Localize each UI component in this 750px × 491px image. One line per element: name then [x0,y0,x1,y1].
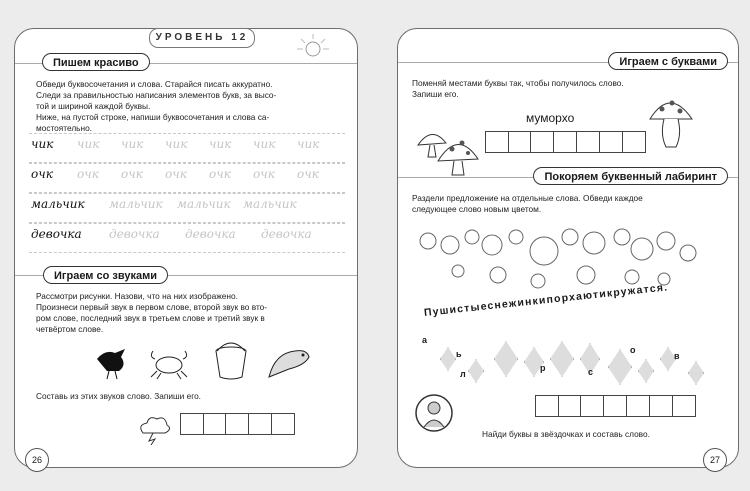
maze-instructions: Раздели предложение на отдельные слова. Обведи каждое следующее слово новым цветом. [412,193,643,214]
page-number-left: 26 [25,448,49,472]
maze-letter: р [540,363,546,373]
compose-text: Составь из этих звуков слово. Запиши его. [36,391,201,401]
owl-teacher-icon [414,393,454,433]
diamond-cell[interactable] [638,359,654,383]
thundercloud-icon [135,411,175,445]
diamond-cell[interactable] [550,341,574,377]
maze-letter: с [588,367,594,377]
maze-letter: ь [456,349,462,359]
bucket-icon [211,341,251,383]
answer-boxes-letters[interactable] [486,131,646,153]
letters-instructions: Поменяй местами буквы так, чтобы получилось слово. Запиши его. [412,78,624,99]
sun-icon [295,31,331,61]
writing-row[interactable]: девочка девочка девочка девочка [29,223,345,253]
writing-rows [29,133,345,253]
sounds-instructions: Рассмотри рисунки. Назови, что на них изображено. Произнеси первый звук в первом слове, второй звук во вто- ром слове, последний звук в третьем слове и третий звук в четвёртом слове. [36,291,268,334]
left-page [14,28,358,468]
section-title-maze: Покоряем буквенный лабиринт [533,167,728,185]
level-badge: УРОВЕНЬ 12 [149,28,255,48]
section-title-write: Пишем красиво [42,53,150,71]
maze-letter: о [630,345,636,355]
diamond-cell[interactable] [608,349,632,385]
maze-letter: в [674,351,680,361]
mushroom-icon-2 [646,91,696,151]
diamond-cell[interactable] [688,361,704,385]
writing-row[interactable]: очк очк очк очк очк очк очк [29,163,345,193]
section-title-sounds: Играем со звуками [43,266,168,284]
write-instructions: Обведи буквосочетания и слова. Старайся писать аккуратно. Следи за правильностью написания элементов букв, за высо- той и шириной каждой буквы. Ниже, на пустой строке, напиши буквосочетания и слова са- мостоятельно. [36,79,277,133]
section-title-letters: Играем с буквами [608,52,728,70]
crow-icon [91,341,135,381]
writing-row[interactable]: мальчик мальчик мальчик мальчик [29,193,345,223]
writing-row[interactable]: чик чик чик чик чик чик чик [29,133,345,163]
fish-icon [265,343,313,383]
find-letters-text: Найди буквы в звёздочках и составь слово. [482,429,650,439]
crab-icon [145,343,193,381]
answer-boxes[interactable] [181,413,295,435]
answer-boxes-maze[interactable] [536,395,696,417]
mushroom-icon [412,111,482,177]
page-number-right: 27 [703,448,727,472]
maze-letter: а [422,335,428,345]
snowflakes-illustration [398,213,738,343]
scrambled-word: муморхо [526,111,575,125]
maze-sentence: Пушистыеснежинкипорхаютикружатся. [423,281,669,319]
right-page [397,28,739,468]
diamond-cell[interactable] [440,347,456,371]
maze-letter: л [460,369,466,379]
diamond-cell[interactable] [468,359,484,383]
diamond-cell[interactable] [494,341,518,377]
